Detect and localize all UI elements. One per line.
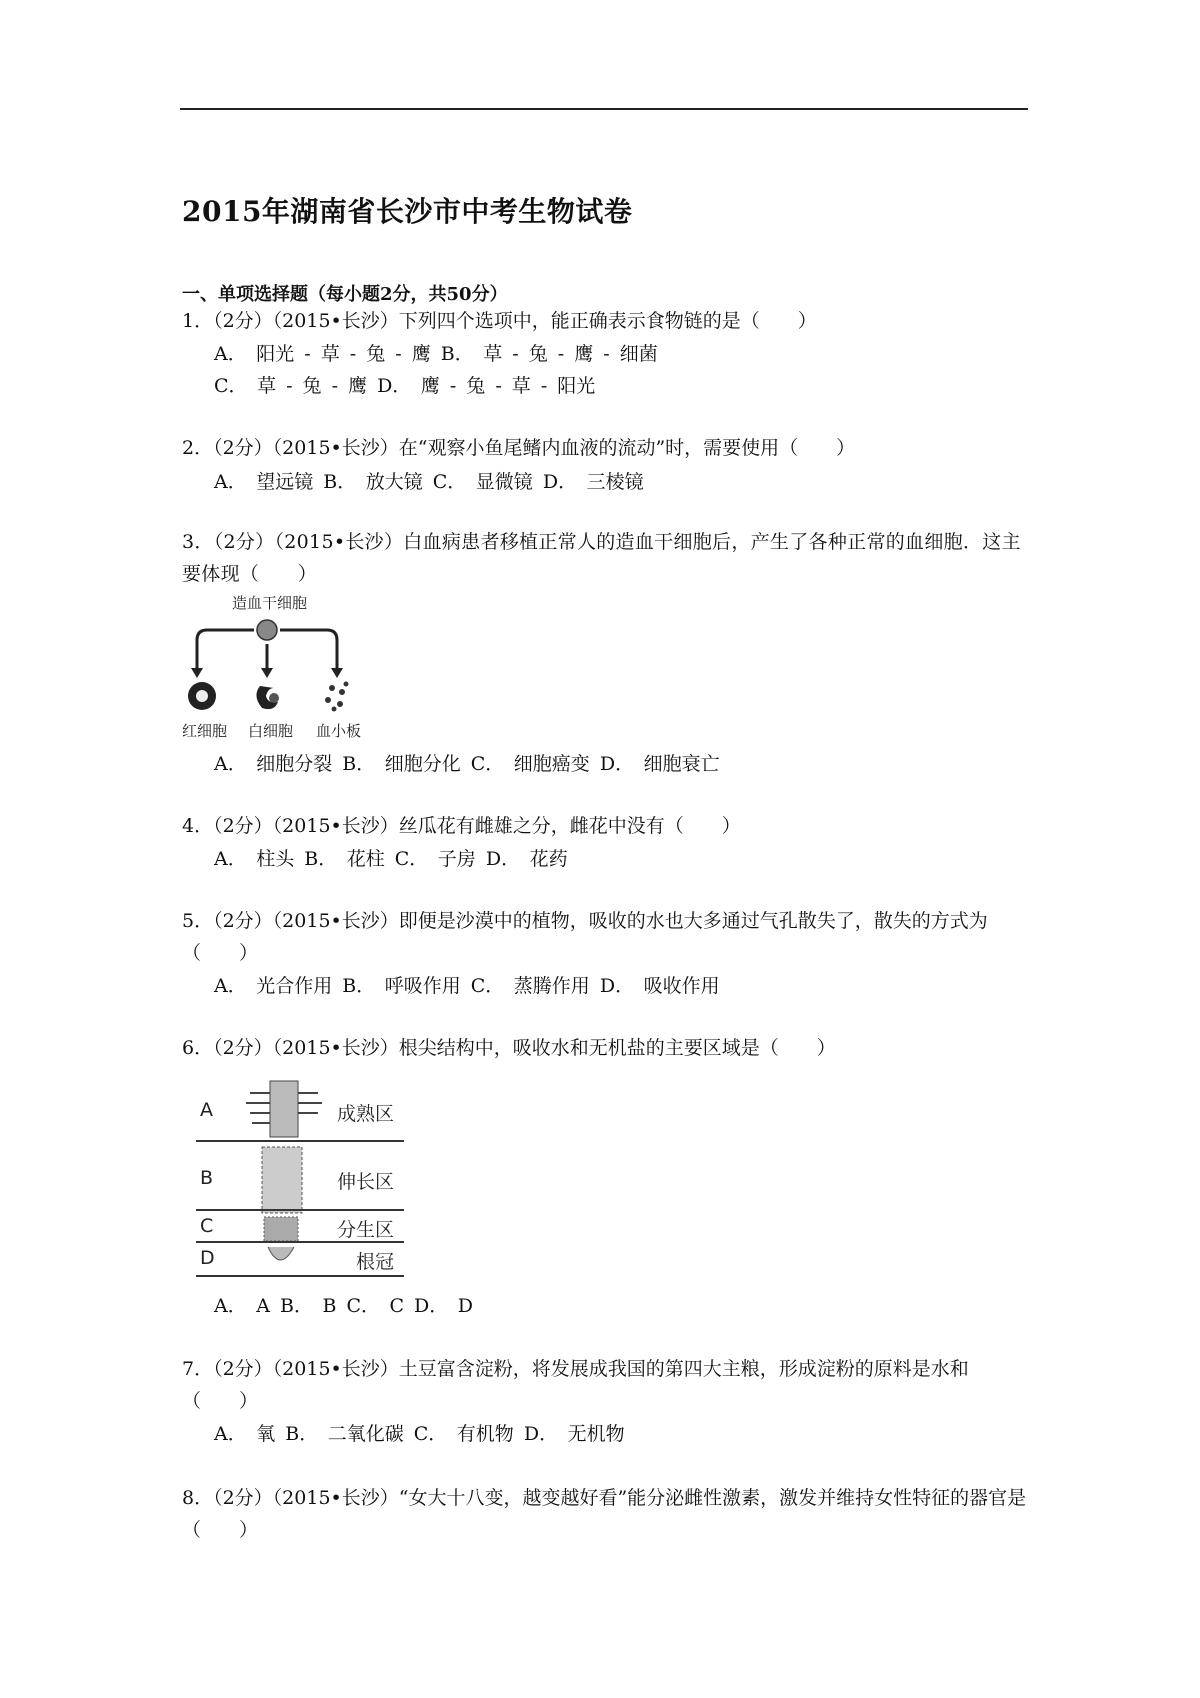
question-2-stem: 2．（2分）（2015•长沙）在“观察小鱼尾鳍内血液的流动”时，需要使用（ ） — [182, 437, 856, 459]
root-tip-letter-b: B — [200, 1167, 214, 1189]
root-tip-divider — [196, 1241, 404, 1243]
question-3-options: A． 细胞分裂 B． 细胞分化 C． 细胞癌变 D． 细胞衰亡 — [214, 753, 720, 775]
root-tip-figure — [190, 1075, 410, 1287]
root-tip-divider — [196, 1209, 404, 1211]
root-tip-zone-a: 成熟区 — [336, 1103, 394, 1125]
stem-cell-label: 造血干细胞 — [232, 594, 308, 612]
root-tip-zone-b: 伸长区 — [336, 1171, 394, 1193]
question-1-options-row-2: C． 草 - 兔 - 鹰 D． 鹰 - 兔 - 草 - 阳光 — [214, 375, 596, 397]
question-2-options: A． 望远镜 B． 放大镜 C． 显微镜 D． 三棱镜 — [214, 471, 644, 493]
root-tip-divider — [196, 1275, 404, 1277]
platelet-label: 血小板 — [316, 722, 362, 740]
page-title: 2015年湖南省长沙市中考生物试卷 — [182, 195, 633, 228]
question-7-options: A． 氧 B． 二氧化碳 C． 有机物 D． 无机物 — [214, 1423, 625, 1445]
question-7-stem: 7．（2分）（2015•长沙）土豆富含淀粉，将发展成我国的第四大主粮，形成淀粉的原料是水和（ ） — [182, 1358, 969, 1412]
header-rule — [180, 108, 1028, 110]
root-tip-divider — [196, 1140, 404, 1142]
question-3-stem: 3．（2分）（2015•长沙）白血病患者移植正常人的造血干细胞后，产生了各种正常的血细胞．这主要体现（ ） — [182, 531, 1021, 585]
section-heading: 一、单项选择题（每小题2分，共50分） — [182, 284, 508, 305]
root-tip-zone-d: 根冠 — [355, 1251, 394, 1273]
stem-cell-figure — [182, 592, 422, 744]
question-5-options: A． 光合作用 B． 呼吸作用 C． 蒸腾作用 D． 吸收作用 — [214, 975, 720, 997]
question-1-options-row-1: A． 阳光 - 草 - 兔 - 鹰 B． 草 - 兔 - 鹰 - 细菌 — [214, 343, 658, 365]
question-1-stem: 1．（2分）（2015•长沙）下列四个选项中，能正确表示食物链的是（ ） — [182, 310, 817, 332]
red-blood-cell-label: 红细胞 — [182, 722, 228, 740]
question-6-stem: 6．（2分）（2015•长沙）根尖结构中，吸收水和无机盐的主要区域是（ ） — [182, 1037, 836, 1059]
question-6-options: A． A B． B C． C D． D — [214, 1295, 474, 1317]
white-blood-cell-label: 白细胞 — [248, 722, 294, 740]
root-tip-letter-a: A — [200, 1099, 213, 1121]
question-4-options: A． 柱头 B． 花柱 C． 子房 D． 花药 — [214, 848, 568, 870]
root-tip-letter-c: C — [200, 1215, 214, 1237]
question-5-stem: 5．（2分）（2015•长沙）即便是沙漠中的植物，吸收的水也大多通过气孔散失了，散失的方式为（ ） — [182, 910, 988, 964]
question-8-stem: 8．（2分）（2015•长沙）“女大十八变，越变越好看”能分泌雌性激素，激发并维持女性特征的器官是（ ） — [182, 1487, 1027, 1541]
question-4-stem: 4．（2分）（2015•长沙）丝瓜花有雌雄之分，雌花中没有（ ） — [182, 815, 741, 837]
root-tip-zone-c: 分生区 — [336, 1219, 394, 1241]
root-tip-letter-d: D — [200, 1247, 215, 1269]
